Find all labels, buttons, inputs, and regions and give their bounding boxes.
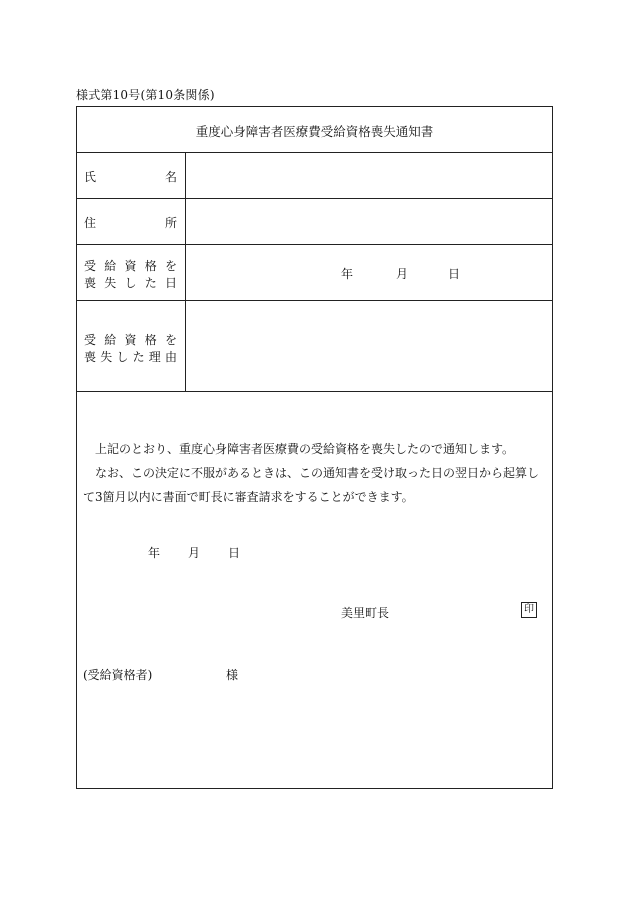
loss-date-day: 日 (448, 267, 461, 281)
name-label (77, 153, 186, 198)
notice-paragraph-2: なお、この決定に不服があるときは、この通知書を受け取った日の翌日から起算して3箇月以内に書面で町長に審査請求をすることができます。 (83, 466, 540, 504)
issue-date-day: 日 (228, 546, 241, 560)
notice-form (76, 106, 553, 789)
label-char: 受 (84, 333, 97, 347)
label-char: 住 (84, 216, 97, 230)
loss-date-year: 年 (341, 267, 354, 281)
address-row (77, 199, 552, 245)
label-char: 氏 (84, 170, 97, 184)
issue-date-month: 月 (188, 546, 201, 560)
notice-paragraph-1: 上記のとおり、重度心身障害者医療費の受給資格を喪失したので通知します。 (95, 442, 515, 456)
label-char: 名 (164, 170, 177, 184)
label-char: 資 (124, 259, 137, 273)
label-char: 理 (148, 350, 161, 364)
title-row (77, 107, 552, 153)
form-title: 重度心身障害者医療費受給資格喪失通知書 (195, 124, 434, 139)
loss-date-month: 月 (396, 267, 409, 281)
label-char: 給 (104, 259, 117, 273)
label-char: 所 (164, 216, 177, 230)
label-char: 由 (164, 350, 177, 364)
label-char: 喪 (84, 350, 97, 364)
label-char: 受 (84, 259, 97, 273)
label-char: 格 (144, 259, 157, 273)
label-char: 日 (164, 276, 177, 290)
loss-date-row (77, 245, 552, 301)
label-char: 格 (144, 333, 157, 347)
label-char: を (164, 259, 177, 273)
reason-label (77, 301, 186, 391)
issuer-name: 美里町長 (341, 606, 390, 620)
issue-date-year: 年 (148, 546, 161, 560)
label-char: た (144, 276, 157, 290)
loss-date-label (77, 245, 186, 300)
label-char: を (164, 333, 177, 347)
label-char: し (116, 350, 129, 364)
label-char: 失 (104, 276, 117, 290)
reason-row (77, 301, 552, 392)
label-char: し (124, 276, 137, 290)
label-char: 資 (124, 333, 137, 347)
label-char: 給 (104, 333, 117, 347)
name-row (77, 153, 552, 199)
honorific: 様 (226, 668, 239, 682)
label-char: た (132, 350, 145, 364)
address-label (77, 199, 186, 244)
form-number: 様式第10号(第10条関係) (76, 88, 215, 102)
recipient-label: (受給資格者) (83, 668, 153, 682)
seal-mark: 印 (521, 602, 537, 618)
label-char: 失 (100, 350, 113, 364)
label-char: 喪 (84, 276, 97, 290)
